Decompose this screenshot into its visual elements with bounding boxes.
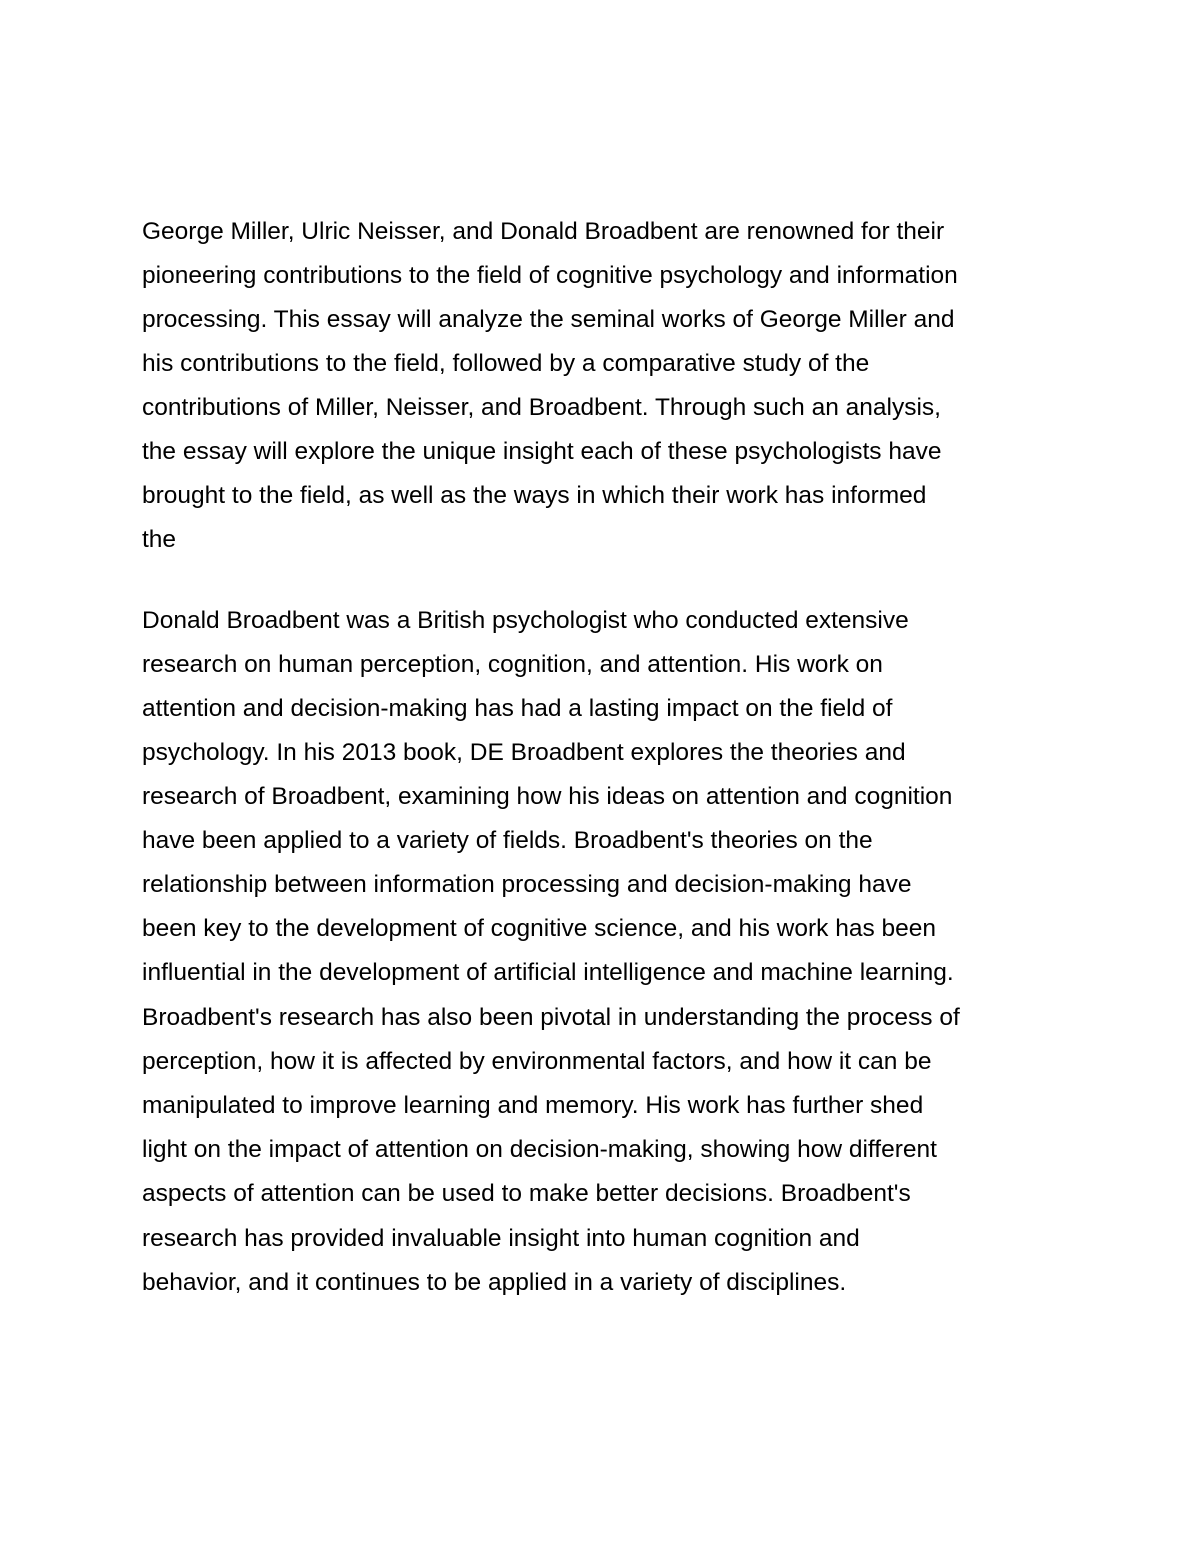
- text-line: have been applied to a variety of fields. Broadbent's theories on the: [142, 827, 873, 854]
- text-line: relationship between information processing and decision-making have: [142, 871, 912, 898]
- text-line: attention and decision-making has had a lasting impact on the field of: [142, 695, 893, 722]
- text-line: aspects of attention can be used to make better decisions. Broadbent's: [142, 1180, 911, 1207]
- text-line: research of Broadbent, examining how his ideas on attention and cognition: [142, 783, 953, 810]
- text-line: brought to the field, as well as the ways in which their work has informed: [142, 482, 927, 509]
- text-line: psychology. In his 2013 book, DE Broadbent explores the theories and: [142, 739, 906, 766]
- text-line: his contributions to the field, followed by a comparative study of the: [142, 350, 870, 377]
- text-line: contributions of Miller, Neisser, and Broadbent. Through such an analysis,: [142, 394, 941, 421]
- text-line: Donald Broadbent was a British psychologist who conducted extensive: [142, 607, 909, 634]
- text-line: research has provided invaluable insight into human cognition and: [142, 1225, 860, 1252]
- text-line: influential in the development of artificial intelligence and machine learning.: [142, 959, 954, 986]
- text-line: been key to the development of cognitive science, and his work has been: [142, 915, 937, 942]
- text-line: research on human perception, cognition, and attention. His work on: [142, 651, 883, 678]
- text-line: behavior, and it continues to be applied in a variety of disciplines.: [142, 1269, 847, 1296]
- text-line: the: [142, 526, 177, 553]
- text-line: pioneering contributions to the field of cognitive psychology and information: [142, 262, 958, 289]
- text-line: the essay will explore the unique insight each of these psychologists have: [142, 438, 942, 465]
- text-line: perception, how it is affected by environmental factors, and how it can be: [142, 1048, 932, 1075]
- text-line: processing. This essay will analyze the seminal works of George Miller and: [142, 306, 955, 333]
- text-line: George Miller, Ulric Neisser, and Donald Broadbent are renowned for their: [142, 218, 945, 245]
- text-line: light on the impact of attention on decision-making, showing how different: [142, 1136, 937, 1163]
- text-line: manipulated to improve learning and memory. His work has further shed: [142, 1092, 924, 1119]
- text-line: Broadbent's research has also been pivotal in understanding the process of: [142, 1004, 960, 1031]
